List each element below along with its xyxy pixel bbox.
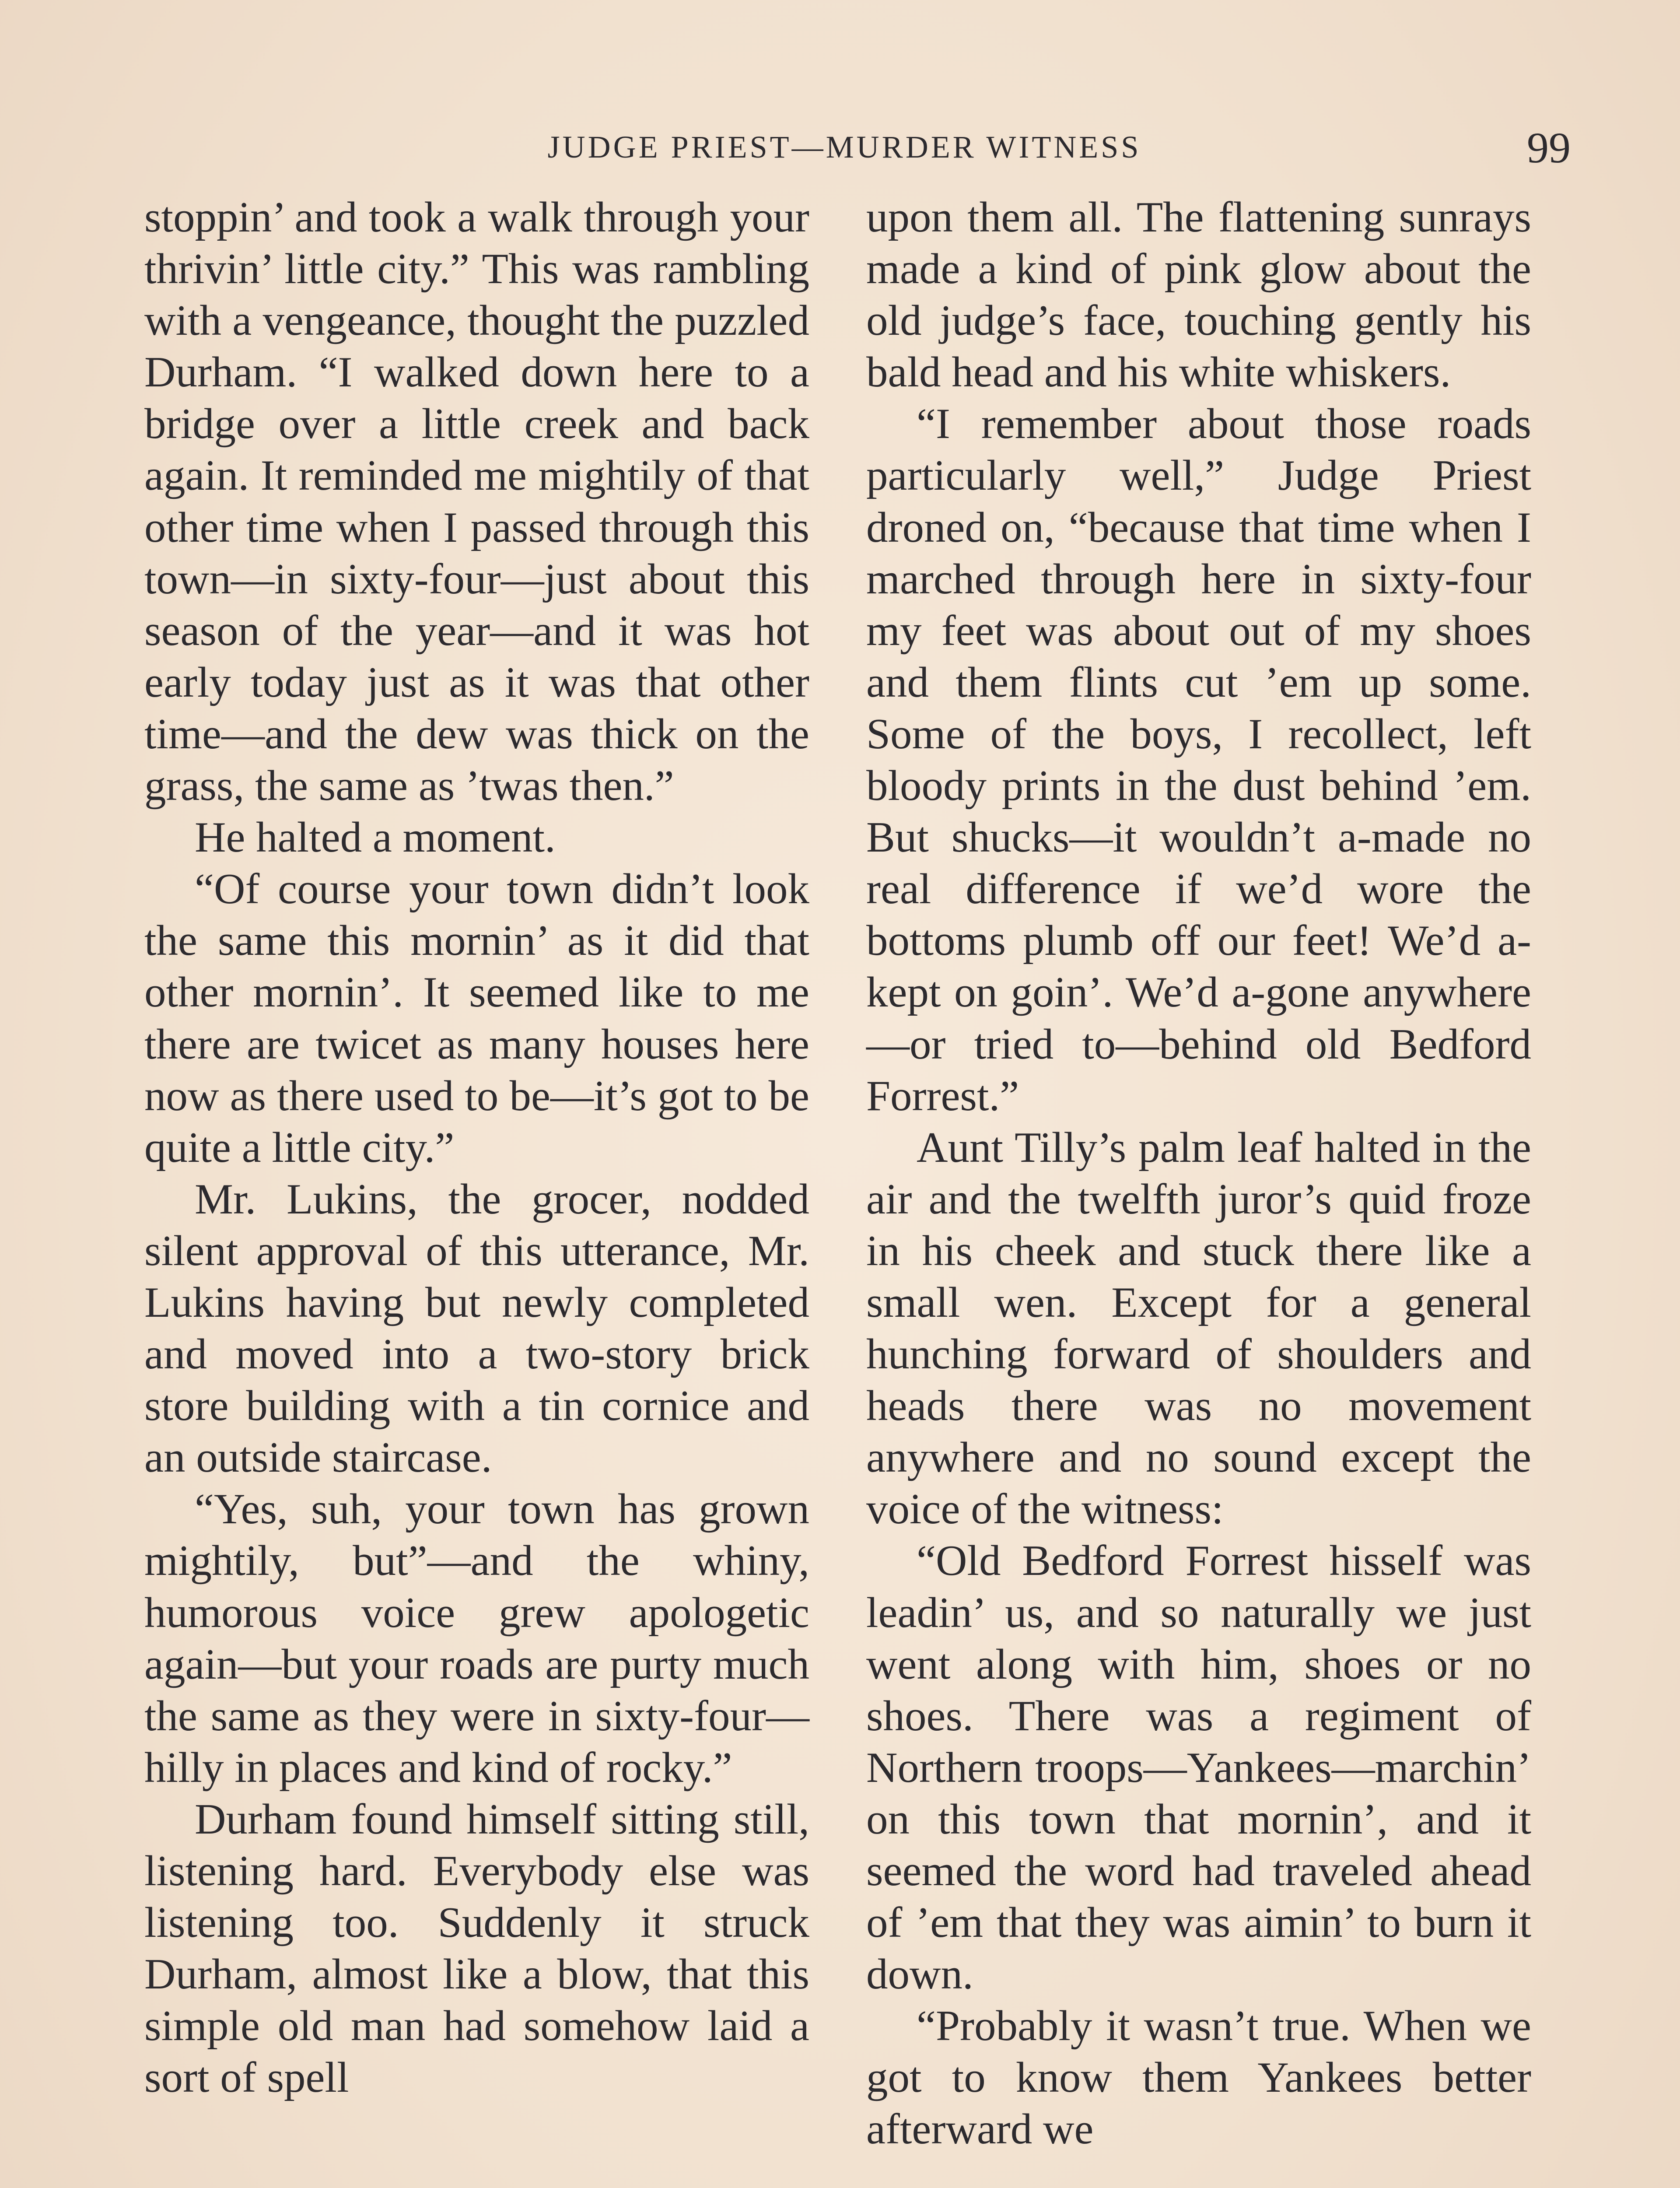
running-head-title: JUDGE PRIEST—MURDER WITNESS bbox=[547, 130, 1141, 165]
left-text-column bbox=[144, 192, 809, 2104]
paragraph: “Old Bedford Forrest hisself was leadin’ us, and so naturally we just went along with him, shoes or no shoes. There was a regiment of Northern troops—Yankees—marchin’ on this town that mornin’, and it seemed the word had traveled ahead of ’em that they was aimin’ to burn it down. bbox=[866, 1537, 1531, 1999]
paragraph: “I remember about those roads particularly well,” Judge Priest droned on, “because that time when I marched through here in sixty-four my feet was about out of my shoes and them flints cut ’em up some. Some of the boys, I recollect, left bloody prints in the dust behind ’em. But shucks—it wouldn’t a-made no real difference if we’d wore the bottoms plumb off our feet! We’d a-kept on goin’. We’d a-gone anywhere—or tried to—behind old Bedford Forrest.” bbox=[866, 400, 1531, 1120]
paragraph: upon them all. The flattening sunrays made a kind of pink glow about the old judge’s face, touching gently his bald head and his white whiskers. bbox=[866, 193, 1531, 396]
paragraph: Durham found himself sitting still, listening hard. Everybody else was listening too. Suddenly it struck Durham, almost like a blow, that this simple old man had somehow laid a sort of spell bbox=[144, 1795, 809, 2102]
paragraph: stoppin’ and took a walk through your thrivin’ little city.” This was rambling with a vengeance, thought the puzzled Durham. “I walked down here to a bridge over a little creek and back again. It reminded me mightily of that other time when I passed through this town—in sixty-four—just about this season of the year—and it was hot early today just as it was that other time—and the dew was thick on the grass, the same as ’twas then.” bbox=[144, 193, 809, 810]
paragraph: Mr. Lukins, the grocer, nodded silent approval of this utterance, Mr. Lukins having but newly completed and moved into a two-story brick store building with a tin cornice and an outside staircase. bbox=[144, 1175, 809, 1482]
paragraph: “Probably it wasn’t true. When we got to know them Yankees better afterward we bbox=[866, 2002, 1531, 2153]
page-number: 99 bbox=[1527, 123, 1571, 172]
paragraph: “Of course your town didn’t look the same this mornin’ as it did that other mornin’. It seemed like to me there are twicet as many houses here now as there used to be—it’s got to be quite a little city.” bbox=[144, 865, 809, 1171]
paragraph: He halted a moment. bbox=[195, 813, 556, 862]
right-text-column bbox=[866, 192, 1531, 2156]
paragraph: Aunt Tilly’s palm leaf halted in the air and the twelfth juror’s quid froze in his cheek and stuck there like a small wen. Except for a general hunching forward of shoulders and heads there was no movement anywhere and no sound except the voice of the witness: bbox=[866, 1123, 1531, 1533]
paragraph: “Yes, suh, your town has grown mightily, but”—and the whiny, humorous voice grew apologetic again—but your roads are purty much the same as they were in sixty-four—hilly in places and kind of rocky.” bbox=[144, 1485, 809, 1792]
